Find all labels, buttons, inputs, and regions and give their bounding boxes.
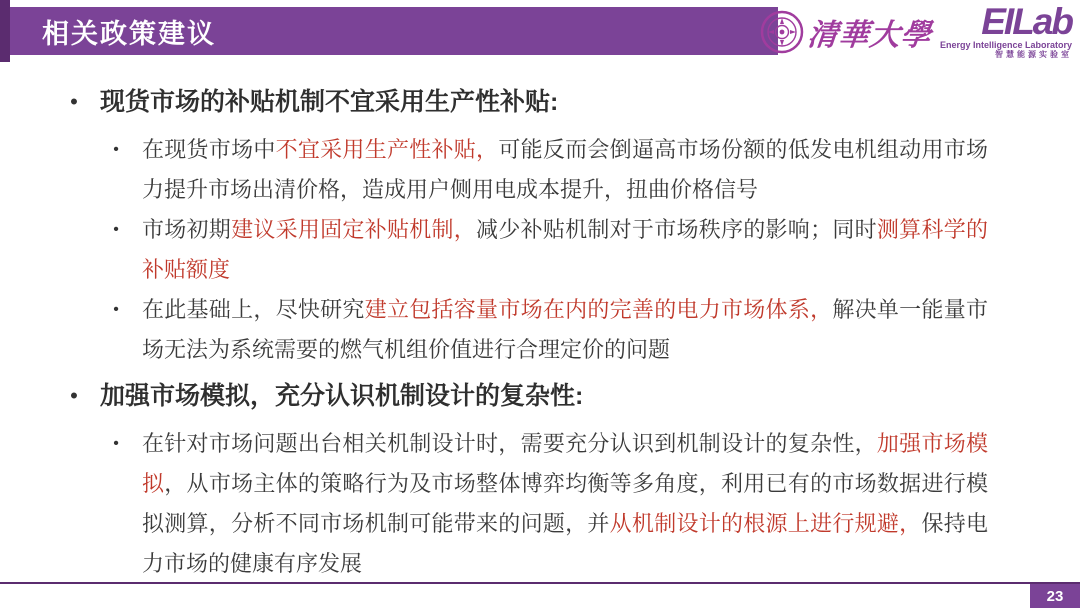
header-bar	[10, 7, 778, 55]
bullet-item	[48, 84, 1008, 120]
text-segment-black: 解决单一能量市场无法为系统需要的燃气机组价值进行合理定价的问题	[142, 297, 988, 362]
text-segment-black: 市场初期	[142, 217, 232, 242]
text-segment-black: 可能反而会倒逼高市场份额的低发电机组动用市场力提升市场出清价格，造成用户侧用电成本提升，扭曲价格信号	[142, 137, 988, 202]
text-segment-red: 加强市场模拟	[142, 431, 988, 496]
text-segment-red: 建议采用固定补贴机制，	[231, 217, 477, 242]
bullet-marker: •	[70, 89, 78, 114]
text-segment-black: 减少补贴机制对于市场秩序的影响；同时	[476, 217, 877, 242]
eilab-subtitle-zh: 智慧能源实验室	[995, 49, 1072, 59]
text-segment-red: 不宜采用生产性补贴，	[275, 137, 499, 162]
sub-bullet-marker: •	[113, 221, 119, 238]
eilab-subtitle-en: Energy Intelligence Laboratory	[939, 39, 1072, 50]
header-left-accent	[0, 0, 10, 62]
text-segment-black: 保持电力市场的健康有序发展	[142, 511, 988, 576]
sub-bullet-item	[90, 424, 1008, 584]
text-segment-black: ，从市场主体的策略行为及市场整体博弈均衡等多角度，利用已有的市场数据进行模拟测算，分析不同市场机制可能带来的问题，并	[142, 471, 988, 536]
text-segment-black: 在针对市场问题出台相关机制设计时，需要充分认识到机制设计的复杂性，	[142, 431, 877, 456]
bullet-item	[48, 378, 1008, 414]
footer-divider	[0, 582, 1080, 584]
sub-bullet-marker: •	[113, 435, 119, 452]
tsinghua-seal-icon	[760, 10, 804, 54]
sub-bullet-marker: •	[113, 141, 119, 158]
sub-bullet-text	[142, 290, 988, 370]
text-segment-black: 在现货市场中	[142, 137, 276, 162]
page-title: 相关政策建议	[42, 18, 216, 49]
sub-bullet-text	[142, 130, 988, 210]
tsinghua-logo	[760, 10, 932, 54]
bullet-marker: •	[70, 383, 78, 408]
sub-bullet-text	[142, 424, 988, 584]
bullet-title: 加强市场模拟，充分认识机制设计的复杂性:	[100, 382, 584, 410]
tsinghua-wordmark: 清華大學	[805, 19, 934, 52]
logo-strip	[760, 1, 1072, 59]
eilab-wordmark: EILab	[981, 1, 1072, 43]
sub-bullet-text	[142, 210, 988, 290]
sub-bullet-item	[90, 290, 1008, 370]
page-number-badge: 23	[1030, 584, 1080, 608]
text-segment-red: 建立包括容量市场在内的完善的电力市场体系，	[364, 297, 833, 322]
sub-bullet-item	[90, 210, 1008, 290]
text-segment-black: 在此基础上，尽快研究	[142, 297, 365, 322]
sub-bullet-marker: •	[113, 301, 119, 318]
sub-bullet-item	[90, 130, 1008, 210]
bullet-list	[48, 76, 1008, 584]
eilab-logo	[939, 1, 1072, 59]
bullet-title: 现货市场的补贴机制不宜采用生产性补贴:	[100, 88, 559, 116]
text-segment-red: 从机制设计的根源上进行规避，	[609, 511, 922, 536]
text-segment-red: 测算科学的补贴额度	[142, 217, 988, 282]
